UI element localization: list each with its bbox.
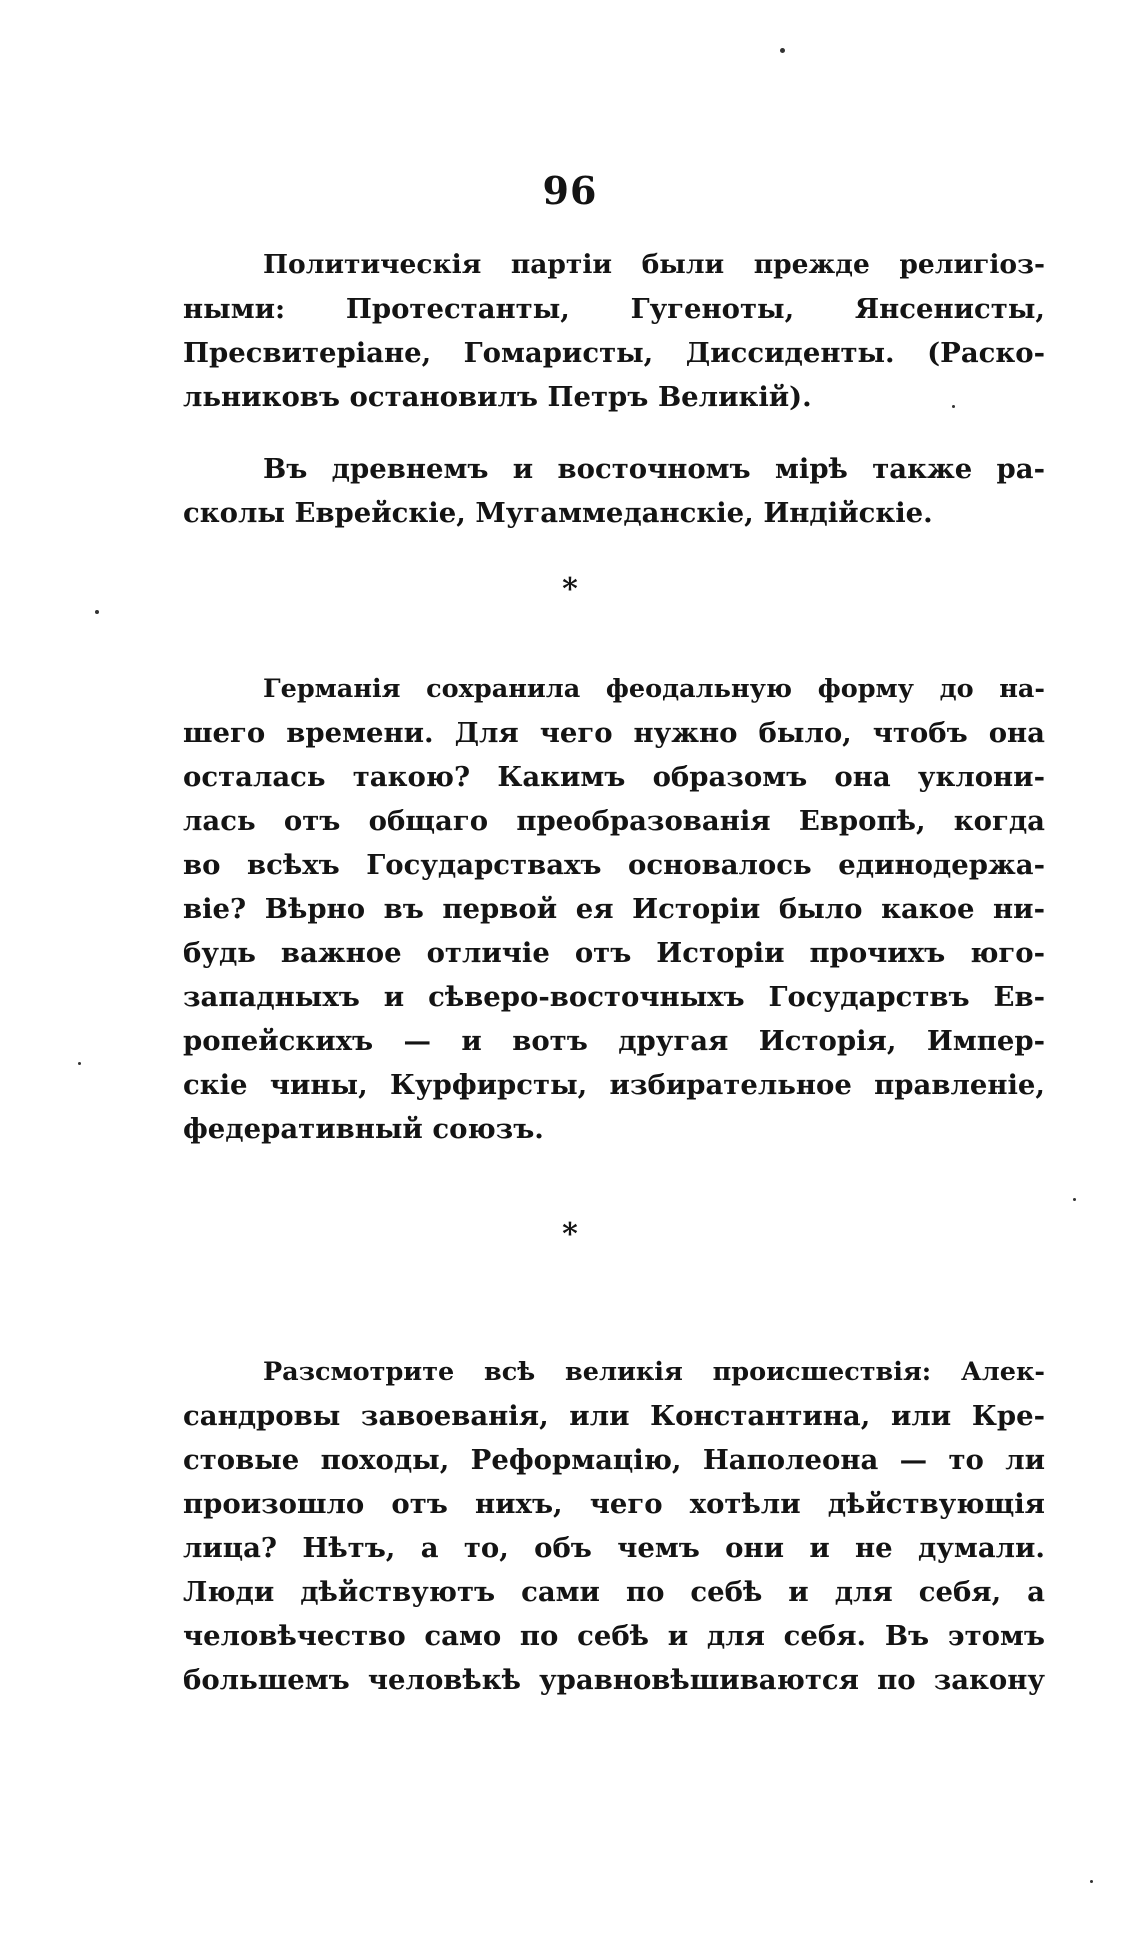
text-line: осталась такою? Какимъ образомъ она уклони- bbox=[183, 761, 1045, 793]
text-line: скіе чины, Курфирсты, избирательное правленіе, bbox=[183, 1069, 1045, 1101]
text-line: произошло отъ нихъ, чего хотѣли дѣйствующія bbox=[183, 1488, 1045, 1520]
scan-speck bbox=[95, 610, 99, 614]
text-line: Разсмотрите всѣ великія происшествія: Алек- bbox=[263, 1357, 1045, 1387]
text-line: ными: Протестанты, Гугеноты, Янсенисты, bbox=[183, 293, 1045, 325]
text-line: Пресвитеріане, Гомаристы, Диссиденты. (Раско- bbox=[183, 337, 1045, 369]
text-line: будь важное отличіе отъ Исторіи прочихъ юго- bbox=[183, 937, 1045, 969]
text-line: западныхъ и сѣверо-восточныхъ Государствъ Ев- bbox=[183, 981, 1045, 1013]
text-line: Въ древнемъ и восточномъ мірѣ также ра- bbox=[263, 453, 1045, 485]
text-line: большемъ человѣкѣ уравновѣшиваются по закону bbox=[183, 1664, 1045, 1696]
text-line: лица? Нѣтъ, а то, объ чемъ они и не думали. bbox=[183, 1532, 1045, 1564]
text-line: Люди дѣйствуютъ сами по себѣ и для себя, а bbox=[183, 1576, 1045, 1608]
text-line: лась отъ общаго преобразованія Европѣ, когда bbox=[183, 805, 1045, 837]
section-separator: * bbox=[562, 1217, 578, 1252]
scan-speck bbox=[1090, 1880, 1093, 1883]
text-line: льниковъ остановилъ Петръ Великій). bbox=[183, 381, 812, 413]
text-line: человѣчество само по себѣ и для себя. Въ этомъ bbox=[183, 1620, 1045, 1652]
text-line: ропейскихъ — и вотъ другая Исторія, Импер- bbox=[183, 1025, 1045, 1057]
text-line: сколы Еврейскіе, Мугаммеданскіе, Индійскіе. bbox=[183, 497, 933, 529]
paragraph-great-events bbox=[183, 1350, 1045, 1702]
paragraph-germany bbox=[183, 667, 1045, 1151]
text-line: Германія сохранила феодальную форму до на- bbox=[263, 674, 1045, 704]
scan-speck bbox=[780, 48, 785, 53]
page-number: 96 bbox=[542, 168, 598, 213]
text-line: сандровы завоеванія, или Константина, или Кре- bbox=[183, 1400, 1045, 1432]
text-line: во всѣхъ Государствахъ основалось единодержа- bbox=[183, 849, 1045, 881]
scan-speck bbox=[1073, 1198, 1076, 1201]
text-line: федеративный союзъ. bbox=[183, 1113, 544, 1145]
scan-speck bbox=[952, 405, 955, 408]
paragraph-political-parties bbox=[183, 243, 1045, 419]
text-line: шего времени. Для чего нужно было, чтобъ она bbox=[183, 717, 1045, 749]
scan-speck bbox=[78, 1062, 81, 1065]
text-line: Политическія партіи были прежде религіоз- bbox=[263, 249, 1045, 280]
text-line: стовые походы, Реформацію, Наполеона — то ли bbox=[183, 1444, 1045, 1476]
section-separator: * bbox=[562, 572, 578, 607]
paragraph-ancient-schisms bbox=[183, 447, 1045, 535]
text-line: віе? Вѣрно въ первой ея Исторіи было какое ни- bbox=[183, 893, 1045, 925]
